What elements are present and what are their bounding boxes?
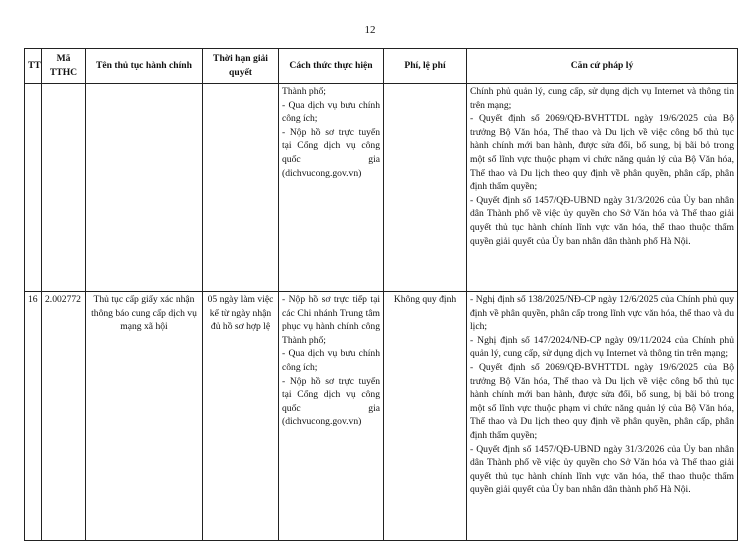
cell-ten (86, 84, 203, 292)
header-ma-tthc: Mã TTHC (42, 49, 86, 84)
cach-thuc-line: - Nộp hồ sơ trực tuyến tại Cổng dịch vụ công quốc gia (dichvucong.gov.vn) (282, 126, 380, 179)
cell-ma (42, 84, 86, 292)
cell-phi (384, 84, 467, 292)
cell-phi: Không quy định (384, 292, 467, 541)
cell-thoi-han (203, 84, 279, 292)
cell-ma: 2.002772 (42, 292, 86, 541)
can-cu-item: - Quyết định số 2069/QĐ-BVHTTDL ngày 19/6/2025 của Bộ trưởng Bộ Văn hóa, Thể thao và Du lịch về việc công bố thủ tục hành chính mới ban hành, được sửa đổi, bổ sung, bị bãi bỏ trong một số lĩnh vực thuộc phạm vi chức năng quản lý của Bộ Văn hóa, Thể thao và Du lịch theo quy định về phân quyền, phân cấp, phân định thẩm quyền; (470, 113, 734, 193)
header-ten-thu-tuc: Tên thủ tục hành chính (86, 49, 203, 84)
cell-thoi-han: 05 ngày làm việc kể từ ngày nhận đủ hồ sơ hợp lệ (203, 292, 279, 541)
header-can-cu: Căn cứ pháp lý (467, 49, 738, 84)
cell-can-cu (467, 292, 738, 541)
can-cu-item: Chính phủ quản lý, cung cấp, sử dụng dịch vụ Internet và thông tin trên mạng; (470, 86, 734, 111)
header-thoi-han: Thời hạn giải quyết (203, 49, 279, 84)
table-header-row (25, 49, 738, 84)
cell-tt: 16 (25, 292, 42, 541)
procedures-table (24, 48, 738, 541)
page-number: 12 (364, 24, 376, 36)
cell-can-cu (467, 84, 738, 292)
table-row (25, 84, 738, 292)
can-cu-item: - Quyết định số 1457/QĐ-UBND ngày 31/3/2026 của Ủy ban nhân dân Thành phố về việc ủy quyền cho Sở Văn hóa và Thể thao giải quyết thủ tục hành chính lĩnh vực văn hóa, thể thao thuộc thẩm quyền giải quyết của Ủy ban nhân dân thành phố Hà Nội. (470, 194, 734, 247)
can-cu-item: - Nghị định số 147/2024/NĐ-CP ngày 09/11/2024 của Chính phủ quản lý, cung cấp, sử dụng dịch vụ Internet và thông tin trên mạng; (470, 334, 734, 360)
header-tt: TT (25, 49, 42, 84)
table-row (25, 292, 738, 541)
cach-thuc-line: - Nộp hồ sơ trực tuyến tại Cổng dịch vụ công quốc gia (dichvucong.gov.vn) (282, 375, 380, 428)
cach-thuc-line: - Nộp hồ sơ trực tiếp tại các Chi nhánh Trung tâm phục vụ hành chính công Thành phố; (282, 294, 380, 346)
header-cach-thuc: Cách thức thực hiện (279, 49, 384, 84)
cell-cach-thuc (279, 292, 384, 541)
cach-thuc-line: - Qua dịch vụ bưu chính công ích; (282, 348, 380, 373)
header-phi-le-phi: Phí, lệ phí (384, 49, 467, 84)
can-cu-item: - Nghị định số 138/2025/NĐ-CP ngày 12/6/2025 của Chính phủ quy định về phân quyền, phân cấp trong lĩnh vực văn hóa, thể thao và du lịch; (470, 294, 734, 333)
cach-thuc-line: - Qua dịch vụ bưu chính công ích; (282, 99, 380, 125)
cell-tt (25, 84, 42, 292)
cell-cach-thuc (279, 84, 384, 292)
cach-thuc-line: Thành phố; (282, 86, 326, 97)
can-cu-item: - Quyết định số 2069/QĐ-BVHTTDL ngày 19/6/2025 của Bộ trưởng Bộ Văn hóa, Thể thao và Du lịch về việc công bố thủ tục hành chính mới ban hành, được sửa đổi, bổ sung, bị bãi bỏ trong một số lĩnh vực thuộc phạm vi chức năng quản lý của Bộ Văn hóa, Thể thao và Du lịch theo quy định về phân quyền, phân cấp, phân định thẩm quyền; (470, 361, 734, 441)
cell-ten: Thủ tục cấp giấy xác nhận thông báo cung cấp dịch vụ mạng xã hội (86, 292, 203, 541)
can-cu-item: - Quyết định số 1457/QĐ-UBND ngày 31/3/2026 của Ủy ban nhân dân Thành phố về việc ủy quyền cho Sở Văn hóa và Thể thao giải quyết thủ tục hành chính lĩnh vực văn hóa, thể thao thuộc thẩm quyền giải quyết của Ủy ban nhân dân thành phố Hà Nội. (470, 443, 734, 496)
